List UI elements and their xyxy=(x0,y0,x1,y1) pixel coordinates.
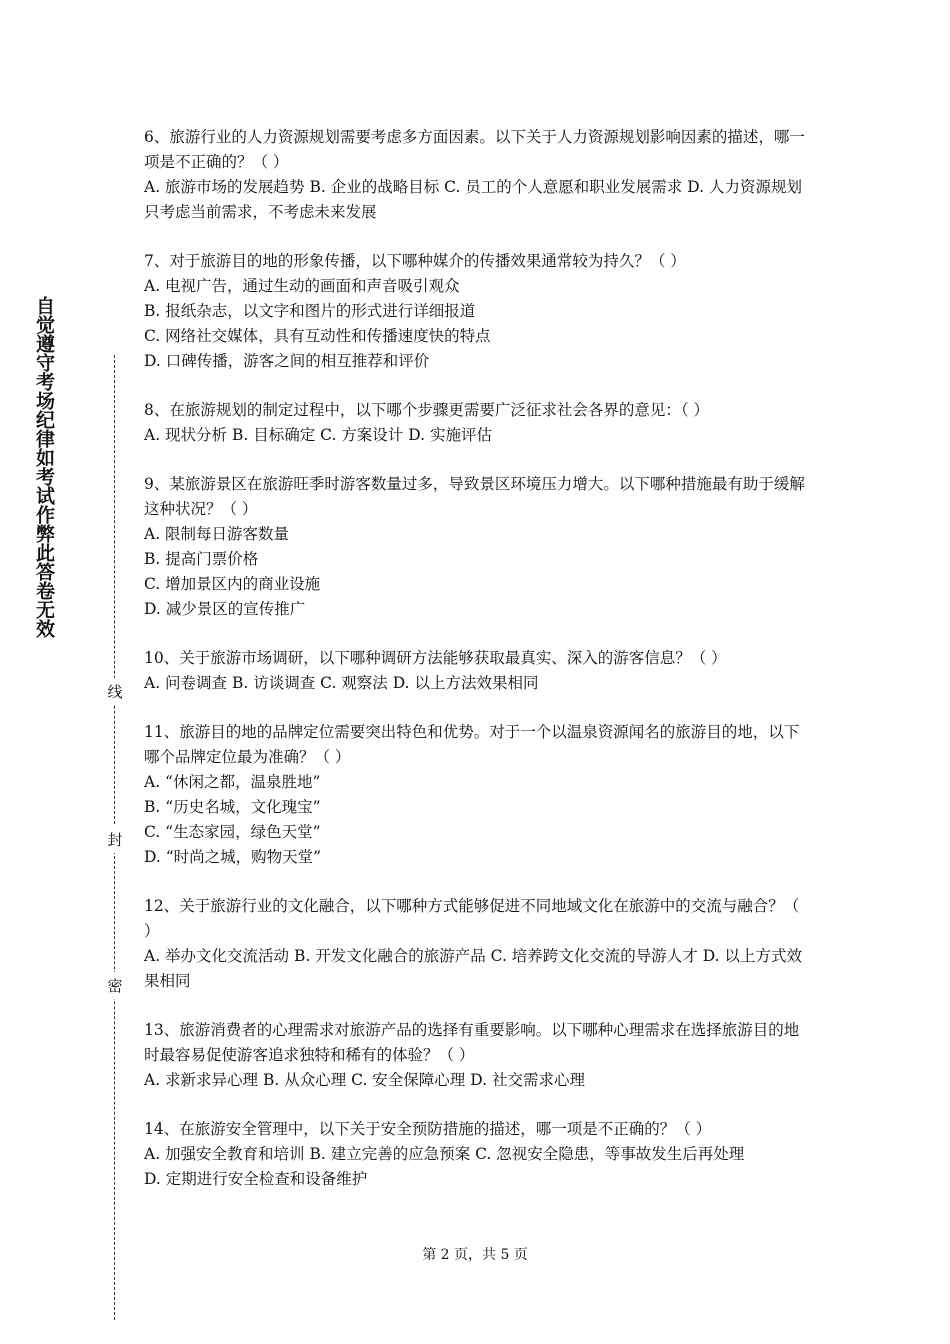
binding-label-seal: 封 xyxy=(106,826,124,853)
option-c: C. 网络社交媒体，具有互动性和传播速度快的特点 xyxy=(144,327,491,345)
option-b: B. 报纸杂志，以文字和图片的形式进行详细报道 xyxy=(144,302,476,320)
question-stem: 12、关于旅游行业的文化融合，以下哪种方式能够促进不同地域文化在旅游中的交流与融合？（ ） xyxy=(144,897,800,940)
question-6 xyxy=(144,125,809,225)
exam-discipline-notice: 自觉遵守考场纪律如考试作弊此答卷无效 xyxy=(33,296,55,638)
option-b: B. “历史名城，文化瑰宝” xyxy=(144,798,321,816)
question-stem: 8、在旅游规划的制定过程中，以下哪个步骤更需要广泛征求社会各界的意见：（ ） xyxy=(144,401,710,419)
question-stem: 14、在旅游安全管理中，以下关于安全预防措施的描述，哪一项是不正确的？（ ） xyxy=(144,1120,712,1138)
question-14 xyxy=(144,1117,809,1192)
question-stem: 10、关于旅游市场调研，以下哪种调研方法能够获取最真实、深入的游客信息？（ ） xyxy=(144,649,727,667)
binding-label-line: 线 xyxy=(106,678,124,705)
question-7 xyxy=(144,249,809,374)
question-options: A. 旅游市场的发展趋势 B. 企业的战略目标 C. 员工的个人意愿和职业发展需求 D. 人力资源规划只考虑当前需求，不考虑未来发展 xyxy=(144,178,802,221)
option-d: D. 口碑传播，游客之间的相互推荐和评价 xyxy=(144,352,430,370)
option-a: A. 限制每日游客数量 xyxy=(144,525,290,543)
page-number: 第 2 页，共 5 页 xyxy=(422,1247,528,1263)
question-stem: 13、旅游消费者的心理需求对旅游产品的选择有重要影响。以下哪种心理需求在选择旅游目的地时最容易促使游客追求独特和稀有的体验？（ ） xyxy=(144,1021,800,1064)
question-10 xyxy=(144,646,809,696)
option-a: A. 电视广告，通过生动的画面和声音吸引观众 xyxy=(144,277,460,295)
question-stem: 6、旅游行业的人力资源规划需要考虑多方面因素。以下关于人力资源规划影响因素的描述，哪一项是不正确的？（ ） xyxy=(144,128,805,171)
question-stem: 7、对于旅游目的地的形象传播，以下哪种媒介的传播效果通常较为持久？（ ） xyxy=(144,252,686,270)
option-a: A. “休闲之都，温泉胜地” xyxy=(144,773,321,791)
question-11 xyxy=(144,720,809,870)
question-stem: 9、某旅游景区在旅游旺季时游客数量过多，导致景区环境压力增大。以下哪种措施最有助于缓解这种状况？（ ） xyxy=(144,475,805,518)
binding-label-secret: 密 xyxy=(106,972,124,999)
option-c: C. “生态家园，绿色天堂” xyxy=(144,823,321,841)
question-options: A. 举办文化交流活动 B. 开发文化融合的旅游产品 C. 培养跨文化交流的导游人才 D. 以上方式效果相同 xyxy=(144,947,802,990)
option-d: D. 减少景区的宣传推广 xyxy=(144,600,306,618)
option-c: C. 增加景区内的商业设施 xyxy=(144,575,321,593)
question-stem: 11、旅游目的地的品牌定位需要突出特色和优势。对于一个以温泉资源闻名的旅游目的地，以下哪个品牌定位最为准确？（ ） xyxy=(144,723,800,766)
question-13 xyxy=(144,1018,809,1093)
option-d: D. 定期进行安全检查和设备维护 xyxy=(144,1170,368,1188)
question-list xyxy=(144,125,809,1216)
question-12 xyxy=(144,894,809,994)
question-options: A. 求新求异心理 B. 从众心理 C. 安全保障心理 D. 社交需求心理 xyxy=(144,1071,585,1089)
option-d: D. “时尚之城，购物天堂” xyxy=(144,848,322,866)
question-options: A. 现状分析 B. 目标确定 C. 方案设计 D. 实施评估 xyxy=(144,426,492,444)
question-options: A. 加强安全教育和培训 B. 建立完善的应急预案 C. 忽视安全隐患，等事故发生后再处理 xyxy=(144,1145,745,1163)
question-8 xyxy=(144,398,809,448)
question-options: A. 问卷调查 B. 访谈调查 C. 观察法 D. 以上方法效果相同 xyxy=(144,674,539,692)
option-b: B. 提高门票价格 xyxy=(144,550,259,568)
question-9 xyxy=(144,472,809,622)
